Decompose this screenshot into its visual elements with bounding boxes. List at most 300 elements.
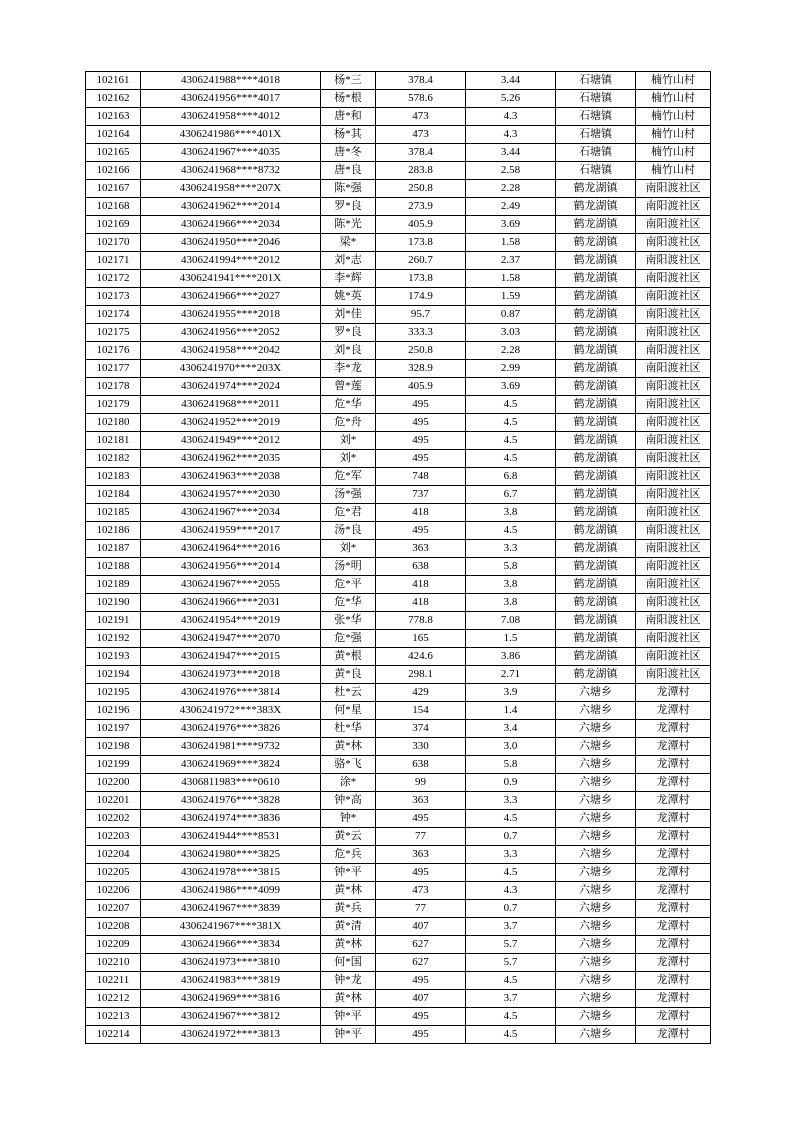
cell-village: 南阳渡社区 <box>636 396 711 414</box>
cell-amount: 333.3 <box>376 324 466 342</box>
cell-town: 石塘镇 <box>556 72 636 90</box>
cell-area: 3.9 <box>466 684 556 702</box>
cell-id-number: 4306241958****207X <box>141 180 321 198</box>
cell-name: 刘* <box>321 540 376 558</box>
cell-name: 危*平 <box>321 576 376 594</box>
cell-row-id: 102199 <box>86 756 141 774</box>
table-row <box>86 558 711 576</box>
cell-row-id: 102180 <box>86 414 141 432</box>
cell-row-id: 102200 <box>86 774 141 792</box>
cell-id-number: 4306241966****2031 <box>141 594 321 612</box>
cell-town: 鹤龙湖镇 <box>556 540 636 558</box>
cell-amount: 378.4 <box>376 144 466 162</box>
cell-area: 3.8 <box>466 594 556 612</box>
cell-amount: 495 <box>376 1008 466 1026</box>
cell-amount: 473 <box>376 126 466 144</box>
cell-area: 3.03 <box>466 324 556 342</box>
table-row <box>86 432 711 450</box>
cell-town: 鹤龙湖镇 <box>556 306 636 324</box>
cell-amount: 495 <box>376 972 466 990</box>
table-row <box>86 378 711 396</box>
cell-row-id: 102166 <box>86 162 141 180</box>
cell-town: 鹤龙湖镇 <box>556 468 636 486</box>
table-row <box>86 126 711 144</box>
cell-area: 6.8 <box>466 468 556 486</box>
cell-row-id: 102213 <box>86 1008 141 1026</box>
cell-id-number: 4306241954****2019 <box>141 612 321 630</box>
cell-amount: 165 <box>376 630 466 648</box>
cell-village: 南阳渡社区 <box>636 234 711 252</box>
table-row <box>86 972 711 990</box>
cell-row-id: 102162 <box>86 90 141 108</box>
cell-row-id: 102179 <box>86 396 141 414</box>
cell-id-number: 4306241947****2070 <box>141 630 321 648</box>
cell-amount: 495 <box>376 450 466 468</box>
cell-name: 汤*强 <box>321 486 376 504</box>
cell-village: 南阳渡社区 <box>636 306 711 324</box>
cell-village: 龙潭村 <box>636 846 711 864</box>
table-row <box>86 738 711 756</box>
cell-area: 4.5 <box>466 864 556 882</box>
cell-town: 六塘乡 <box>556 774 636 792</box>
cell-town: 鹤龙湖镇 <box>556 378 636 396</box>
cell-id-number: 4306241963****2038 <box>141 468 321 486</box>
cell-id-number: 4306241967****3812 <box>141 1008 321 1026</box>
cell-town: 鹤龙湖镇 <box>556 414 636 432</box>
cell-name: 骆*飞 <box>321 756 376 774</box>
table-row <box>86 900 711 918</box>
cell-id-number: 4306241962****2014 <box>141 198 321 216</box>
cell-name: 钟* <box>321 810 376 828</box>
cell-row-id: 102182 <box>86 450 141 468</box>
cell-village: 南阳渡社区 <box>636 342 711 360</box>
cell-amount: 174.9 <box>376 288 466 306</box>
cell-village: 南阳渡社区 <box>636 270 711 288</box>
cell-town: 鹤龙湖镇 <box>556 252 636 270</box>
cell-row-id: 102183 <box>86 468 141 486</box>
cell-amount: 77 <box>376 828 466 846</box>
cell-amount: 495 <box>376 1026 466 1044</box>
table-row <box>86 180 711 198</box>
table-row <box>86 846 711 864</box>
cell-row-id: 102189 <box>86 576 141 594</box>
cell-area: 3.44 <box>466 144 556 162</box>
cell-amount: 737 <box>376 486 466 504</box>
cell-area: 4.5 <box>466 396 556 414</box>
cell-village: 龙潭村 <box>636 828 711 846</box>
cell-village: 楠竹山村 <box>636 108 711 126</box>
cell-name: 杜*云 <box>321 684 376 702</box>
cell-village: 南阳渡社区 <box>636 450 711 468</box>
cell-area: 4.5 <box>466 1026 556 1044</box>
table-row <box>86 936 711 954</box>
cell-name: 黄*良 <box>321 666 376 684</box>
cell-village: 龙潭村 <box>636 990 711 1008</box>
cell-id-number: 4306241944****8531 <box>141 828 321 846</box>
cell-row-id: 102176 <box>86 342 141 360</box>
table-row <box>86 612 711 630</box>
cell-town: 六塘乡 <box>556 882 636 900</box>
cell-amount: 407 <box>376 918 466 936</box>
cell-id-number: 4306241976****3828 <box>141 792 321 810</box>
cell-amount: 363 <box>376 846 466 864</box>
table-row <box>86 666 711 684</box>
cell-area: 1.4 <box>466 702 556 720</box>
cell-id-number: 4306241956****2052 <box>141 324 321 342</box>
cell-name: 危*华 <box>321 396 376 414</box>
cell-row-id: 102167 <box>86 180 141 198</box>
cell-village: 龙潭村 <box>636 684 711 702</box>
cell-village: 南阳渡社区 <box>636 666 711 684</box>
cell-name: 张*华 <box>321 612 376 630</box>
cell-area: 4.5 <box>466 414 556 432</box>
cell-village: 楠竹山村 <box>636 72 711 90</box>
cell-name: 姚*英 <box>321 288 376 306</box>
cell-row-id: 102188 <box>86 558 141 576</box>
cell-id-number: 4306241986****401X <box>141 126 321 144</box>
table-body <box>86 72 711 1044</box>
cell-id-number: 4306241970****203X <box>141 360 321 378</box>
cell-amount: 424.6 <box>376 648 466 666</box>
cell-town: 六塘乡 <box>556 792 636 810</box>
cell-row-id: 102195 <box>86 684 141 702</box>
cell-row-id: 102185 <box>86 504 141 522</box>
cell-amount: 495 <box>376 810 466 828</box>
cell-amount: 328.9 <box>376 360 466 378</box>
cell-row-id: 102192 <box>86 630 141 648</box>
cell-id-number: 4306241959****2017 <box>141 522 321 540</box>
cell-name: 梁* <box>321 234 376 252</box>
cell-amount: 495 <box>376 432 466 450</box>
cell-name: 唐*良 <box>321 162 376 180</box>
cell-row-id: 102175 <box>86 324 141 342</box>
cell-town: 六塘乡 <box>556 810 636 828</box>
cell-name: 汤*良 <box>321 522 376 540</box>
cell-row-id: 102163 <box>86 108 141 126</box>
table-row <box>86 594 711 612</box>
cell-town: 六塘乡 <box>556 936 636 954</box>
cell-area: 2.71 <box>466 666 556 684</box>
cell-id-number: 4306241988****4018 <box>141 72 321 90</box>
table-row <box>86 324 711 342</box>
cell-id-number: 4306241967****3839 <box>141 900 321 918</box>
table-row <box>86 414 711 432</box>
cell-area: 5.7 <box>466 954 556 972</box>
cell-town: 鹤龙湖镇 <box>556 180 636 198</box>
cell-row-id: 102177 <box>86 360 141 378</box>
cell-id-number: 4306241974****3836 <box>141 810 321 828</box>
cell-town: 六塘乡 <box>556 954 636 972</box>
cell-row-id: 102173 <box>86 288 141 306</box>
cell-amount: 429 <box>376 684 466 702</box>
cell-id-number: 4306241976****3826 <box>141 720 321 738</box>
cell-amount: 495 <box>376 522 466 540</box>
cell-village: 龙潭村 <box>636 1008 711 1026</box>
cell-name: 钟*高 <box>321 792 376 810</box>
table-row <box>86 144 711 162</box>
cell-amount: 473 <box>376 882 466 900</box>
cell-village: 南阳渡社区 <box>636 252 711 270</box>
cell-row-id: 102170 <box>86 234 141 252</box>
cell-id-number: 4306241972****3813 <box>141 1026 321 1044</box>
table-row <box>86 306 711 324</box>
subsidy-table <box>85 71 711 1044</box>
cell-row-id: 102196 <box>86 702 141 720</box>
cell-area: 4.5 <box>466 432 556 450</box>
table-row <box>86 576 711 594</box>
cell-row-id: 102172 <box>86 270 141 288</box>
cell-village: 龙潭村 <box>636 720 711 738</box>
cell-name: 危*强 <box>321 630 376 648</box>
cell-amount: 374 <box>376 720 466 738</box>
cell-town: 石塘镇 <box>556 108 636 126</box>
cell-name: 黄*林 <box>321 738 376 756</box>
cell-area: 3.3 <box>466 540 556 558</box>
cell-village: 南阳渡社区 <box>636 486 711 504</box>
cell-village: 南阳渡社区 <box>636 468 711 486</box>
cell-row-id: 102184 <box>86 486 141 504</box>
cell-amount: 378.4 <box>376 72 466 90</box>
cell-id-number: 4306241956****2014 <box>141 558 321 576</box>
table-row <box>86 720 711 738</box>
cell-village: 龙潭村 <box>636 918 711 936</box>
cell-town: 六塘乡 <box>556 720 636 738</box>
cell-village: 龙潭村 <box>636 738 711 756</box>
cell-amount: 260.7 <box>376 252 466 270</box>
table-row <box>86 828 711 846</box>
cell-name: 杨*三 <box>321 72 376 90</box>
cell-town: 石塘镇 <box>556 126 636 144</box>
cell-name: 何*星 <box>321 702 376 720</box>
cell-village: 南阳渡社区 <box>636 558 711 576</box>
cell-town: 六塘乡 <box>556 702 636 720</box>
cell-village: 龙潭村 <box>636 702 711 720</box>
cell-amount: 250.8 <box>376 180 466 198</box>
cell-village: 楠竹山村 <box>636 126 711 144</box>
table-row <box>86 684 711 702</box>
cell-row-id: 102193 <box>86 648 141 666</box>
table-row <box>86 954 711 972</box>
cell-row-id: 102197 <box>86 720 141 738</box>
table-row <box>86 162 711 180</box>
cell-village: 南阳渡社区 <box>636 576 711 594</box>
table-row <box>86 216 711 234</box>
cell-town: 鹤龙湖镇 <box>556 432 636 450</box>
table-row <box>86 504 711 522</box>
cell-name: 黄*云 <box>321 828 376 846</box>
cell-amount: 778.8 <box>376 612 466 630</box>
cell-amount: 95.7 <box>376 306 466 324</box>
cell-town: 六塘乡 <box>556 972 636 990</box>
table-row <box>86 288 711 306</box>
cell-name: 李*龙 <box>321 360 376 378</box>
cell-name: 刘*志 <box>321 252 376 270</box>
cell-row-id: 102214 <box>86 1026 141 1044</box>
cell-id-number: 4306811983****0610 <box>141 774 321 792</box>
cell-town: 鹤龙湖镇 <box>556 594 636 612</box>
cell-amount: 473 <box>376 108 466 126</box>
cell-name: 罗*良 <box>321 324 376 342</box>
table-row <box>86 1026 711 1044</box>
cell-area: 4.5 <box>466 522 556 540</box>
cell-amount: 418 <box>376 594 466 612</box>
cell-row-id: 102204 <box>86 846 141 864</box>
cell-village: 南阳渡社区 <box>636 360 711 378</box>
cell-row-id: 102209 <box>86 936 141 954</box>
cell-village: 楠竹山村 <box>636 90 711 108</box>
cell-name: 钟*平 <box>321 1008 376 1026</box>
cell-id-number: 4306241969****3816 <box>141 990 321 1008</box>
cell-village: 南阳渡社区 <box>636 216 711 234</box>
cell-name: 刘*良 <box>321 342 376 360</box>
cell-village: 南阳渡社区 <box>636 180 711 198</box>
cell-area: 4.3 <box>466 108 556 126</box>
cell-name: 陈*光 <box>321 216 376 234</box>
table-row <box>86 792 711 810</box>
cell-name: 钟*平 <box>321 1026 376 1044</box>
cell-area: 3.86 <box>466 648 556 666</box>
cell-id-number: 4306241968****2011 <box>141 396 321 414</box>
cell-area: 2.49 <box>466 198 556 216</box>
cell-town: 六塘乡 <box>556 828 636 846</box>
cell-name: 危*兵 <box>321 846 376 864</box>
cell-name: 罗*良 <box>321 198 376 216</box>
cell-area: 2.99 <box>466 360 556 378</box>
cell-row-id: 102202 <box>86 810 141 828</box>
cell-town: 石塘镇 <box>556 90 636 108</box>
cell-row-id: 102212 <box>86 990 141 1008</box>
cell-amount: 173.8 <box>376 270 466 288</box>
cell-name: 曾*莲 <box>321 378 376 396</box>
table-row <box>86 270 711 288</box>
cell-row-id: 102165 <box>86 144 141 162</box>
cell-row-id: 102171 <box>86 252 141 270</box>
cell-id-number: 4306241974****2024 <box>141 378 321 396</box>
cell-village: 南阳渡社区 <box>636 324 711 342</box>
cell-id-number: 4306241973****3810 <box>141 954 321 972</box>
cell-village: 南阳渡社区 <box>636 612 711 630</box>
cell-amount: 273.9 <box>376 198 466 216</box>
cell-id-number: 4306241941****201X <box>141 270 321 288</box>
table-row <box>86 342 711 360</box>
cell-row-id: 102205 <box>86 864 141 882</box>
cell-village: 龙潭村 <box>636 900 711 918</box>
cell-area: 5.8 <box>466 558 556 576</box>
cell-id-number: 4306241976****3814 <box>141 684 321 702</box>
cell-amount: 418 <box>376 504 466 522</box>
cell-area: 0.7 <box>466 900 556 918</box>
cell-name: 杜*华 <box>321 720 376 738</box>
cell-id-number: 4306241967****381X <box>141 918 321 936</box>
cell-row-id: 102178 <box>86 378 141 396</box>
cell-area: 2.28 <box>466 342 556 360</box>
cell-name: 黄*兵 <box>321 900 376 918</box>
cell-amount: 283.8 <box>376 162 466 180</box>
cell-town: 鹤龙湖镇 <box>556 324 636 342</box>
cell-name: 黄*清 <box>321 918 376 936</box>
cell-amount: 154 <box>376 702 466 720</box>
cell-village: 南阳渡社区 <box>636 414 711 432</box>
cell-id-number: 4306241966****2027 <box>141 288 321 306</box>
cell-id-number: 4306241950****2046 <box>141 234 321 252</box>
cell-town: 鹤龙湖镇 <box>556 486 636 504</box>
table-row <box>86 882 711 900</box>
cell-town: 鹤龙湖镇 <box>556 630 636 648</box>
cell-town: 鹤龙湖镇 <box>556 288 636 306</box>
cell-village: 南阳渡社区 <box>636 288 711 306</box>
cell-area: 6.7 <box>466 486 556 504</box>
table-row <box>86 72 711 90</box>
cell-area: 0.7 <box>466 828 556 846</box>
cell-name: 何*国 <box>321 954 376 972</box>
cell-row-id: 102211 <box>86 972 141 990</box>
cell-area: 4.3 <box>466 882 556 900</box>
cell-village: 龙潭村 <box>636 792 711 810</box>
cell-name: 危*舟 <box>321 414 376 432</box>
cell-id-number: 4306241958****4012 <box>141 108 321 126</box>
cell-id-number: 4306241972****383X <box>141 702 321 720</box>
cell-town: 石塘镇 <box>556 144 636 162</box>
cell-village: 南阳渡社区 <box>636 198 711 216</box>
cell-area: 4.5 <box>466 450 556 468</box>
cell-amount: 99 <box>376 774 466 792</box>
cell-id-number: 4306241952****2019 <box>141 414 321 432</box>
table-row <box>86 198 711 216</box>
cell-amount: 173.8 <box>376 234 466 252</box>
cell-name: 黄*林 <box>321 990 376 1008</box>
cell-town: 六塘乡 <box>556 846 636 864</box>
cell-name: 刘* <box>321 450 376 468</box>
cell-name: 涂* <box>321 774 376 792</box>
cell-area: 3.7 <box>466 918 556 936</box>
cell-town: 鹤龙湖镇 <box>556 648 636 666</box>
table-row <box>86 540 711 558</box>
cell-id-number: 4306241966****3834 <box>141 936 321 954</box>
cell-area: 3.69 <box>466 378 556 396</box>
cell-amount: 495 <box>376 864 466 882</box>
cell-id-number: 4306241968****8732 <box>141 162 321 180</box>
cell-name: 唐*冬 <box>321 144 376 162</box>
cell-row-id: 102203 <box>86 828 141 846</box>
cell-town: 鹤龙湖镇 <box>556 522 636 540</box>
cell-id-number: 4306241958****2042 <box>141 342 321 360</box>
cell-village: 南阳渡社区 <box>636 504 711 522</box>
cell-village: 龙潭村 <box>636 864 711 882</box>
cell-village: 龙潭村 <box>636 972 711 990</box>
cell-town: 六塘乡 <box>556 990 636 1008</box>
cell-town: 鹤龙湖镇 <box>556 270 636 288</box>
cell-town: 鹤龙湖镇 <box>556 504 636 522</box>
cell-town: 六塘乡 <box>556 684 636 702</box>
cell-village: 楠竹山村 <box>636 144 711 162</box>
cell-amount: 627 <box>376 936 466 954</box>
cell-amount: 748 <box>376 468 466 486</box>
cell-amount: 638 <box>376 756 466 774</box>
cell-village: 楠竹山村 <box>636 162 711 180</box>
table-row <box>86 756 711 774</box>
cell-name: 刘*佳 <box>321 306 376 324</box>
cell-area: 4.5 <box>466 972 556 990</box>
cell-area: 3.7 <box>466 990 556 1008</box>
cell-town: 鹤龙湖镇 <box>556 576 636 594</box>
table-row <box>86 252 711 270</box>
cell-village: 龙潭村 <box>636 882 711 900</box>
cell-town: 石塘镇 <box>556 162 636 180</box>
cell-area: 3.0 <box>466 738 556 756</box>
cell-amount: 405.9 <box>376 378 466 396</box>
cell-amount: 363 <box>376 792 466 810</box>
cell-row-id: 102169 <box>86 216 141 234</box>
